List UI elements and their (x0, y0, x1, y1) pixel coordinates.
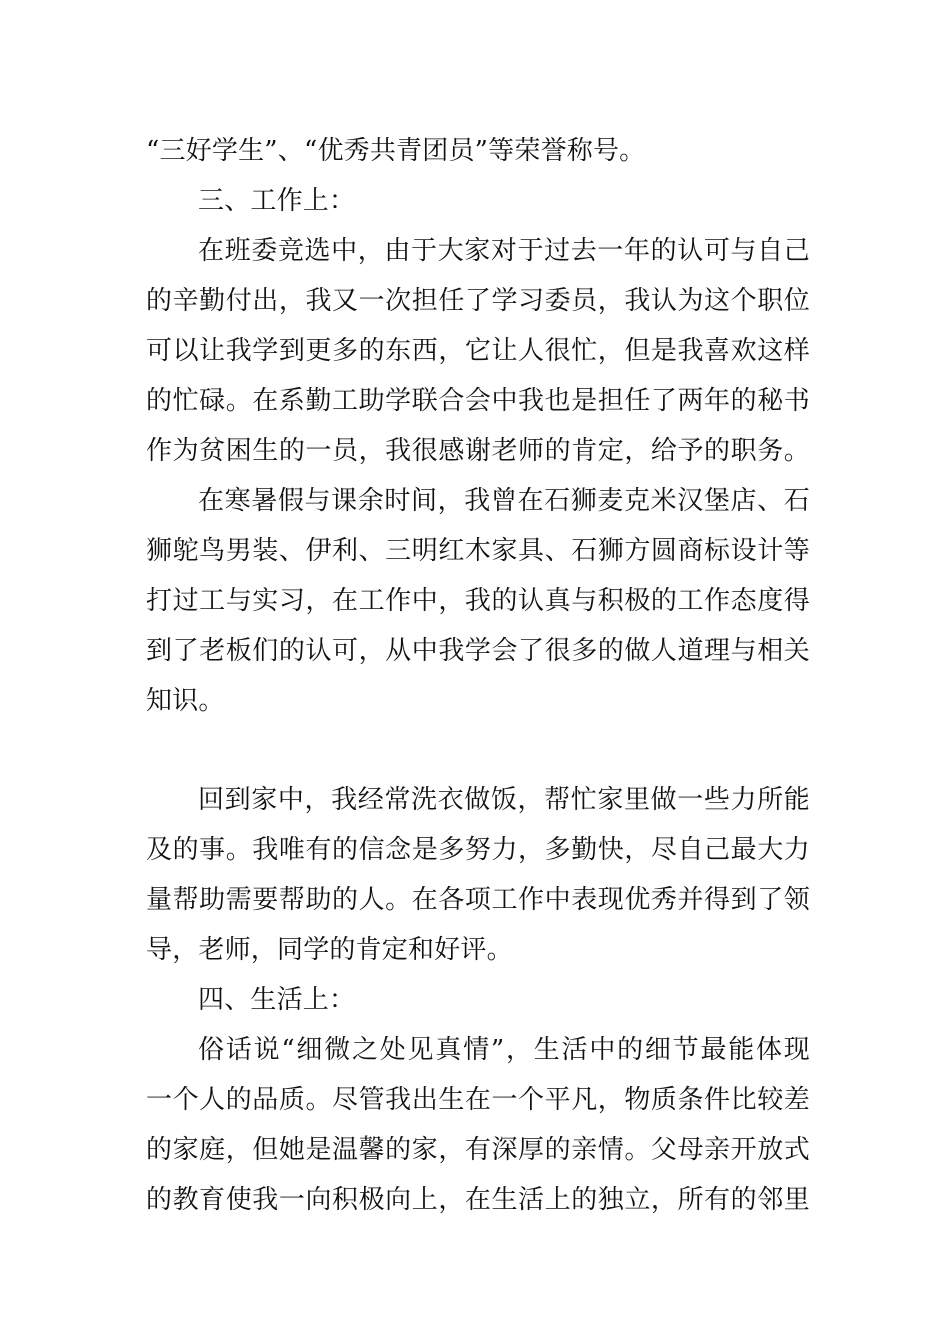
text-line: 量帮助需要帮助的人。在各项工作中表现优秀并得到了领 (146, 885, 810, 915)
text-line: 俗话说“细微之处见真情”，生活中的细节最能体现 (198, 1035, 810, 1065)
text-line: 知识。 (146, 686, 225, 716)
text-line: 的教育使我一向积极向上，在生活上的独立，所有的邻里 (146, 1185, 810, 1215)
text-line: 的家庭，但她是温馨的家，有深厚的亲情。父母亲开放式 (146, 1135, 810, 1165)
text-line: 作为贫困生的一员，我很感谢老师的肯定，给予的职务。 (146, 436, 810, 466)
text-line: 打过工与实习，在工作中，我的认真与积极的工作态度得 (146, 586, 810, 616)
text-line: 的辛勤付出，我又一次担任了学习委员，我认为这个职位 (146, 286, 810, 316)
text-line: 到了老板们的认可，从中我学会了很多的做人道理与相关 (146, 636, 810, 666)
section-heading-work: 三、工作上： (198, 186, 356, 216)
text-line: 及的事。我唯有的信念是多努力，多勤快，尽自己最大力 (146, 835, 810, 865)
text-line: “三好学生”、“优秀共青团员”等荣誉称号。 (146, 136, 646, 166)
text-line: 在寒暑假与课余时间，我曾在石狮麦克米汉堡店、石 (198, 486, 810, 516)
text-line: 一个人的品质。尽管我出生在一个平凡，物质条件比较差 (146, 1085, 810, 1115)
text-line: 导，老师，同学的肯定和好评。 (146, 935, 513, 965)
text-line: 回到家中，我经常洗衣做饭，帮忙家里做一些力所能 (198, 785, 810, 815)
text-line: 狮鸵鸟男装、伊利、三明红木家具、石狮方圆商标设计等 (146, 536, 810, 566)
text-line: 的忙碌。在系勤工助学联合会中我也是担任了两年的秘书 (146, 386, 810, 416)
text-line: 可以让我学到更多的东西，它让人很忙，但是我喜欢这样 (146, 336, 810, 366)
text-line: 在班委竞选中，由于大家对于过去一年的认可与自己 (198, 236, 810, 266)
section-heading-life: 四、生活上： (198, 985, 356, 1015)
